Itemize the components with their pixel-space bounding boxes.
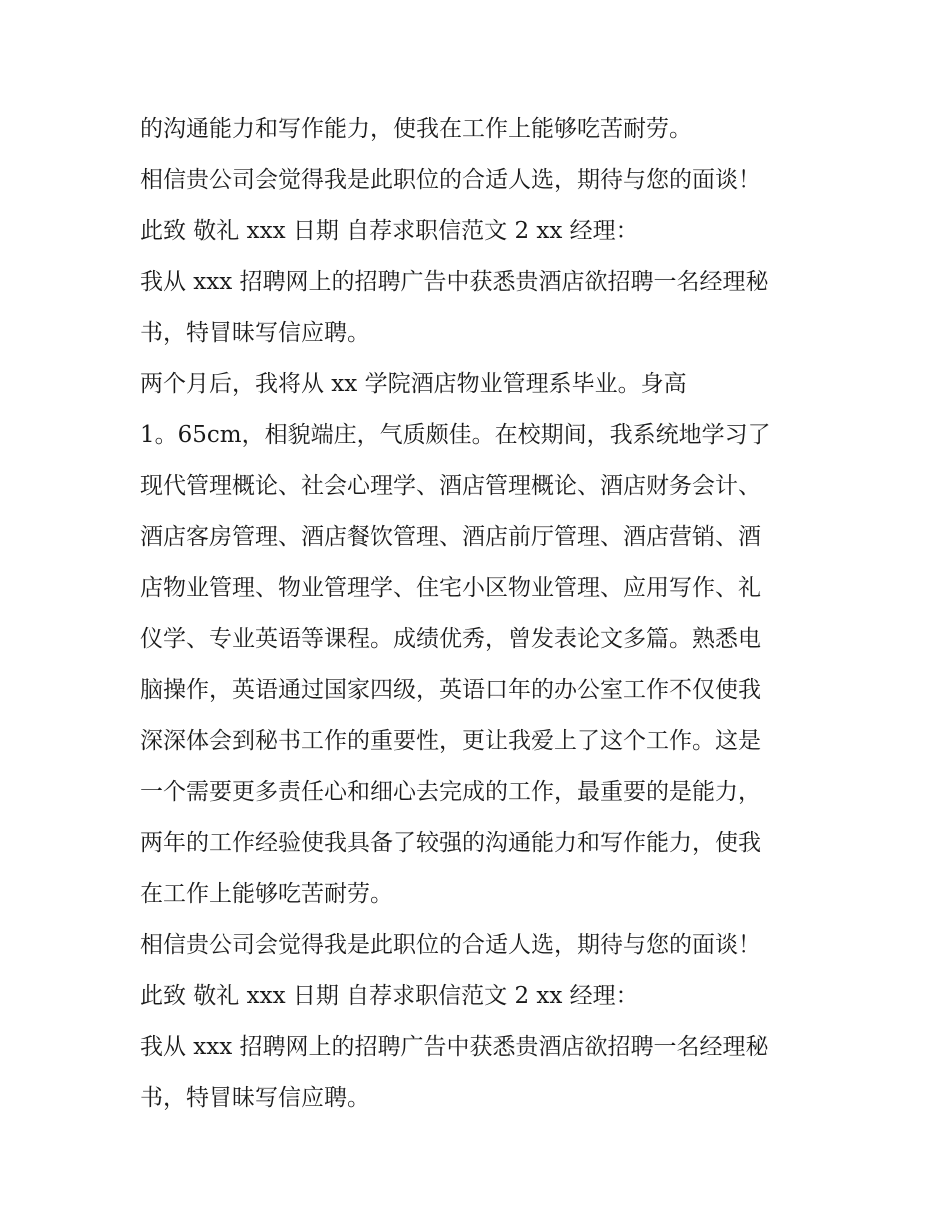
text-line: 深深体会到秘书工作的重要性，更让我爱上了这个工作。这是	[140, 728, 761, 754]
text-line: 的沟通能力和写作能力，使我在工作上能够吃苦耐劳。	[140, 116, 692, 142]
text-line: 我从 xxx 招聘网上的招聘广告中获悉贵酒店欲招聘一名经理秘	[140, 1034, 769, 1060]
text-line: 在工作上能够吃苦耐劳。	[140, 881, 393, 907]
text-line: 一个需要更多责任心和细心去完成的工作，最重要的是能力，	[140, 779, 761, 805]
text-line: 仪学、专业英语等课程。成绩优秀，曾发表论文多篇。熟悉电	[140, 626, 761, 652]
text-line: 两年的工作经验使我具备了较强的沟通能力和写作能力，使我	[140, 830, 761, 856]
text-line: 此致 敬礼 xxx 日期 自荐求职信范文 2 xx 经理：	[140, 983, 639, 1009]
text-line: 脑操作，英语通过国家四级，英语口年的办公室工作不仅使我	[140, 677, 761, 703]
text-line: 我从 xxx 招聘网上的招聘广告中获悉贵酒店欲招聘一名经理秘	[140, 269, 769, 295]
text-line: 两个月后，我将从 xx 学院酒店物业管理系毕业。身高	[140, 371, 687, 397]
text-line: 相信贵公司会觉得我是此职位的合适人选，期待与您的面谈！	[140, 932, 761, 958]
text-line: 店物业管理、物业管理学、住宅小区物业管理、应用写作、礼	[140, 575, 761, 601]
text-line: 1。65cm，相貌端庄，气质颇佳。在校期间，我系统地学习了	[140, 422, 771, 448]
document-body	[140, 104, 830, 1124]
text-line: 现代管理概论、社会心理学、酒店管理概论、酒店财务会计、	[140, 473, 761, 499]
text-line: 酒店客房管理、酒店餐饮管理、酒店前厅管理、酒店营销、酒	[140, 524, 761, 550]
text-line: 书，特冒昧写信应聘。	[140, 320, 370, 346]
text-line: 书，特冒昧写信应聘。	[140, 1085, 370, 1111]
text-line: 此致 敬礼 xxx 日期 自荐求职信范文 2 xx 经理：	[140, 218, 639, 244]
text-line: 相信贵公司会觉得我是此职位的合适人选，期待与您的面谈！	[140, 167, 761, 193]
